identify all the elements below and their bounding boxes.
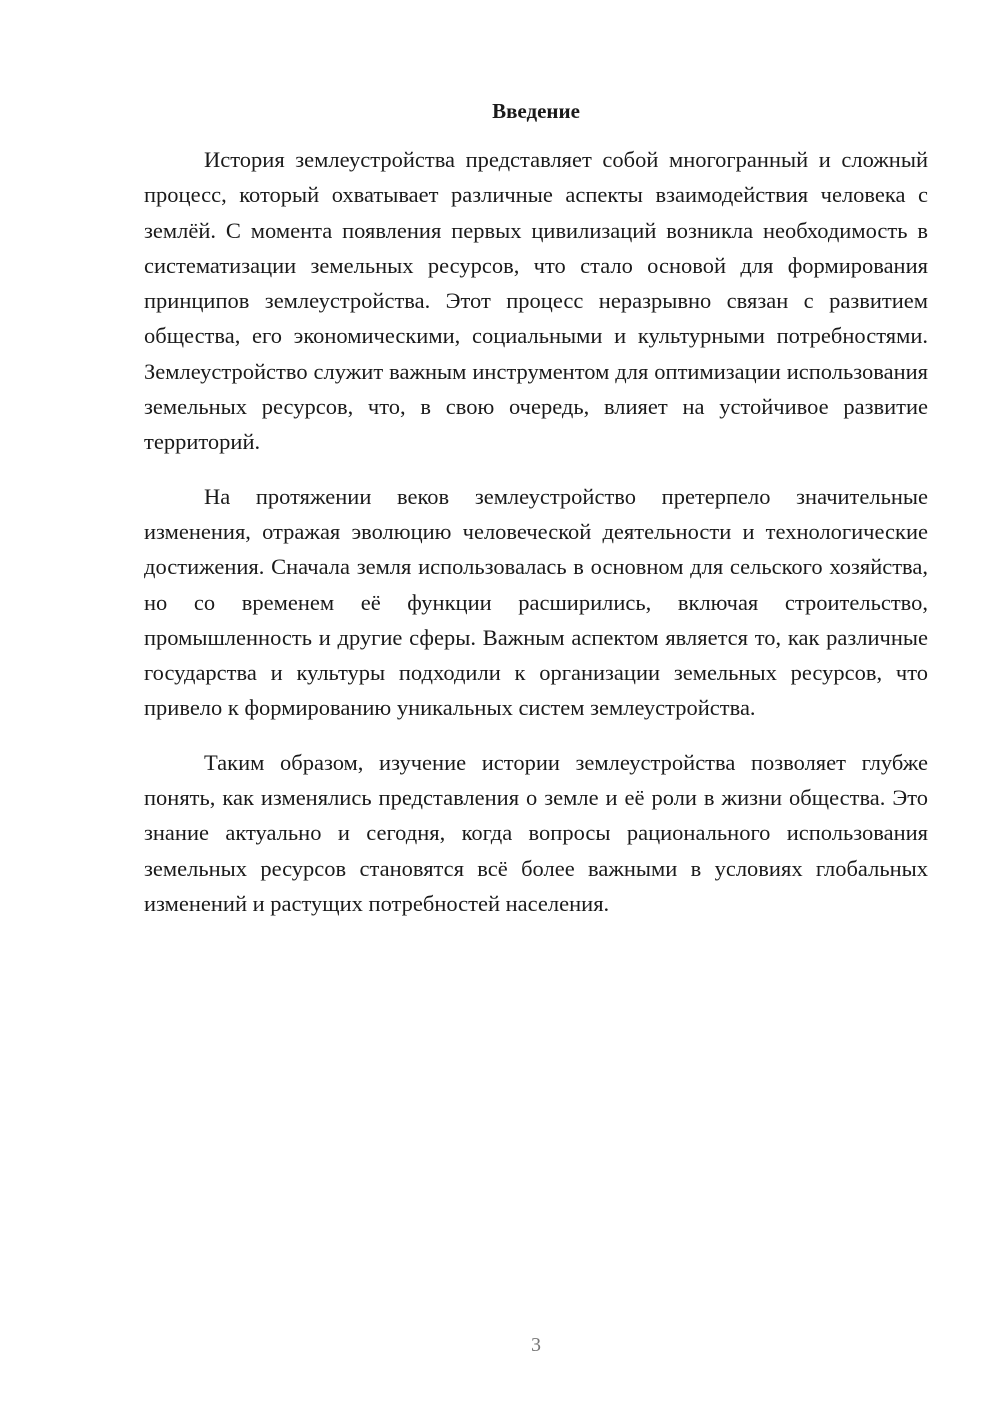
paragraph-1: История землеустройства представляет собой многогранный и сложный процесс, который охватывает различные аспекты взаимодействия человека с землёй. С момента появления первых цивилизаций возникла необходимость в систематизации земельных ресурсов, что стало основой для формирования принципов землеустройства. Этот процесс неразрывно связан с развитием общества, его экономическими, социальными и культурными потребностями. Землеустройство служит важным инструментом для оптимизации использования земельных ресурсов, что, в свою очередь, влияет на устойчивое развитие территорий. xyxy=(144,147,928,455)
paragraph-3: Таким образом, изучение истории землеустройства позволяет глубже понять, как изменялись представления о земле и её роли в жизни общества. Это знание актуально и сегодня, когда вопросы рационального использования земельных ресурсов становятся всё более важными в условиях глобальных изменений и растущих потребностей населения. xyxy=(144,749,928,916)
page-title: Введение xyxy=(492,99,580,123)
page-number: 3 xyxy=(531,1334,541,1356)
body-text xyxy=(144,142,928,940)
paragraph-2: На протяжении веков землеустройство претерпело значительные изменения, отражая эволюцию человеческой деятельности и технологические достижения. Сначала земля использовалась в основном для сельского хозяйства, но со временем её функции расширились, включая строительство, промышленность и другие сферы. Важным аспектом является то, как различные государства и культуры подходили к организации земельных ресурсов, что привело к формированию уникальных систем землеустройства. xyxy=(144,483,928,721)
